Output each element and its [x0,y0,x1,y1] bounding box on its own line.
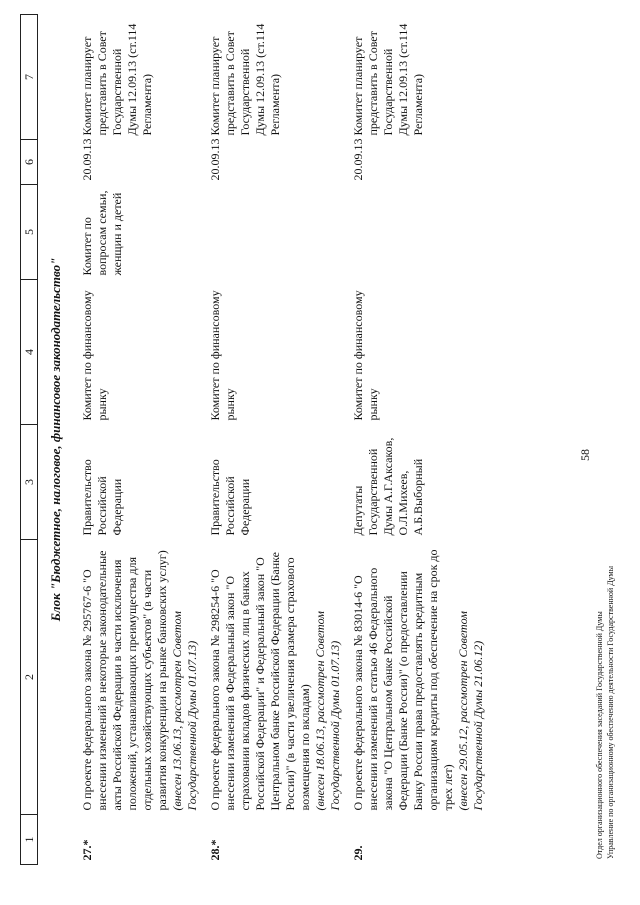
column-number: 4 [21,280,38,425]
bill-cell [76,540,204,815]
table-row [204,15,347,865]
bill-status-note: (внесен 29.05.12, рассмотрен Советом Государственной Думы 21.06.12) [456,611,486,811]
column-number-row [21,15,38,865]
committee-cell: Комитет по финансовому рынку [208,290,238,421]
committee-cell: Комитет по финансовому рынку [80,290,110,421]
bill-title: О проекте федерального закона № 83014-6 "О внесении изменений в статью 46 Федерального закона "О Центральном банке Российской Федерации (Банке России)" (о предоставлении Банку России права предоставлять кредитным организациям кредиты под обеспечение на срок до трех лет) [351,549,456,811]
column-number: 5 [21,185,38,280]
column-number: 7 [21,15,38,140]
footer [594,299,616,859]
date-cell: 20.09.13 [80,138,95,181]
bill-cell [204,540,347,815]
co-committee-cell [204,185,347,280]
page-number: 58 [578,449,592,461]
column-number: 6 [21,140,38,185]
table-row [347,15,490,865]
date-cell: 20.09.13 [208,138,223,181]
bill-cell [347,540,490,815]
author-cell: Правительство Российской Федерации [80,459,125,536]
footer-department: Отдел организационного обеспечения заседаний Государственной Думы [595,611,604,859]
author-cell: Правительство Российской Федерации [208,459,253,536]
author-cell: Депутаты Государственной Думы А.Г.Аксаков, О.Л.Михеев, А.Б.Выборный [351,437,426,536]
bill-title: О проекте федерального закона № 295767-6 "О внесении изменений в некоторые законодательные акты Российской Федерации в части исключения положений, устанавливающих преимущества для отдельных хозяйствующих субъектов" (в части развития конкуренции на рынке банковских услуг) [80,550,170,811]
plan-cell: Комитет планирует представить в Совет Государственной Думы 12.09.13 (ст.114 Регламента) [351,23,426,136]
bill-status-note: (внесен 13.06.13, рассмотрен Советом Государственной Думы 01.07.13) [170,611,200,811]
co-committee-cell: Комитет по вопросам семьи, женщин и детей [80,190,125,276]
row-number: 29. [351,845,366,861]
plan-cell: Комитет планирует представить в Совет Государственной Думы 12.09.13 (ст.114 Регламента) [80,23,155,136]
date-cell: 20.09.13 [351,138,366,181]
co-committee-cell [347,185,490,280]
bill-title: О проекте федерального закона № 298254-6 "О внесении изменений в Федеральный закон "О страховании вкладов физических лиц в банках Российской Федерации" и Федеральный закон "О Центральном банке Российской Федерации (Банке России)" (в части увеличения размера страхового возмещения по вкладам) [208,552,313,811]
footer-directorate: Управление по организационному обеспечению деятельности Государственной Думы [606,566,616,859]
row-number: 28.* [208,839,223,861]
column-number: 2 [21,540,38,815]
plan-cell: Комитет планирует представить в Совет Государственной Думы 12.09.13 (ст.114 Регламента) [208,23,283,136]
table-row [76,15,204,865]
column-number: 1 [21,815,38,865]
bills-table [20,14,490,865]
bill-status-note: (внесен 18.06.13, рассмотрен Советом Государственной Думы 01.07.13) [313,611,343,811]
column-number: 3 [21,425,38,540]
block-title: Блок "Бюджетное, налоговое, финансовое законодательство" [48,257,63,622]
committee-cell: Комитет по финансовому рынку [351,290,381,421]
row-number: 27.* [80,839,95,861]
